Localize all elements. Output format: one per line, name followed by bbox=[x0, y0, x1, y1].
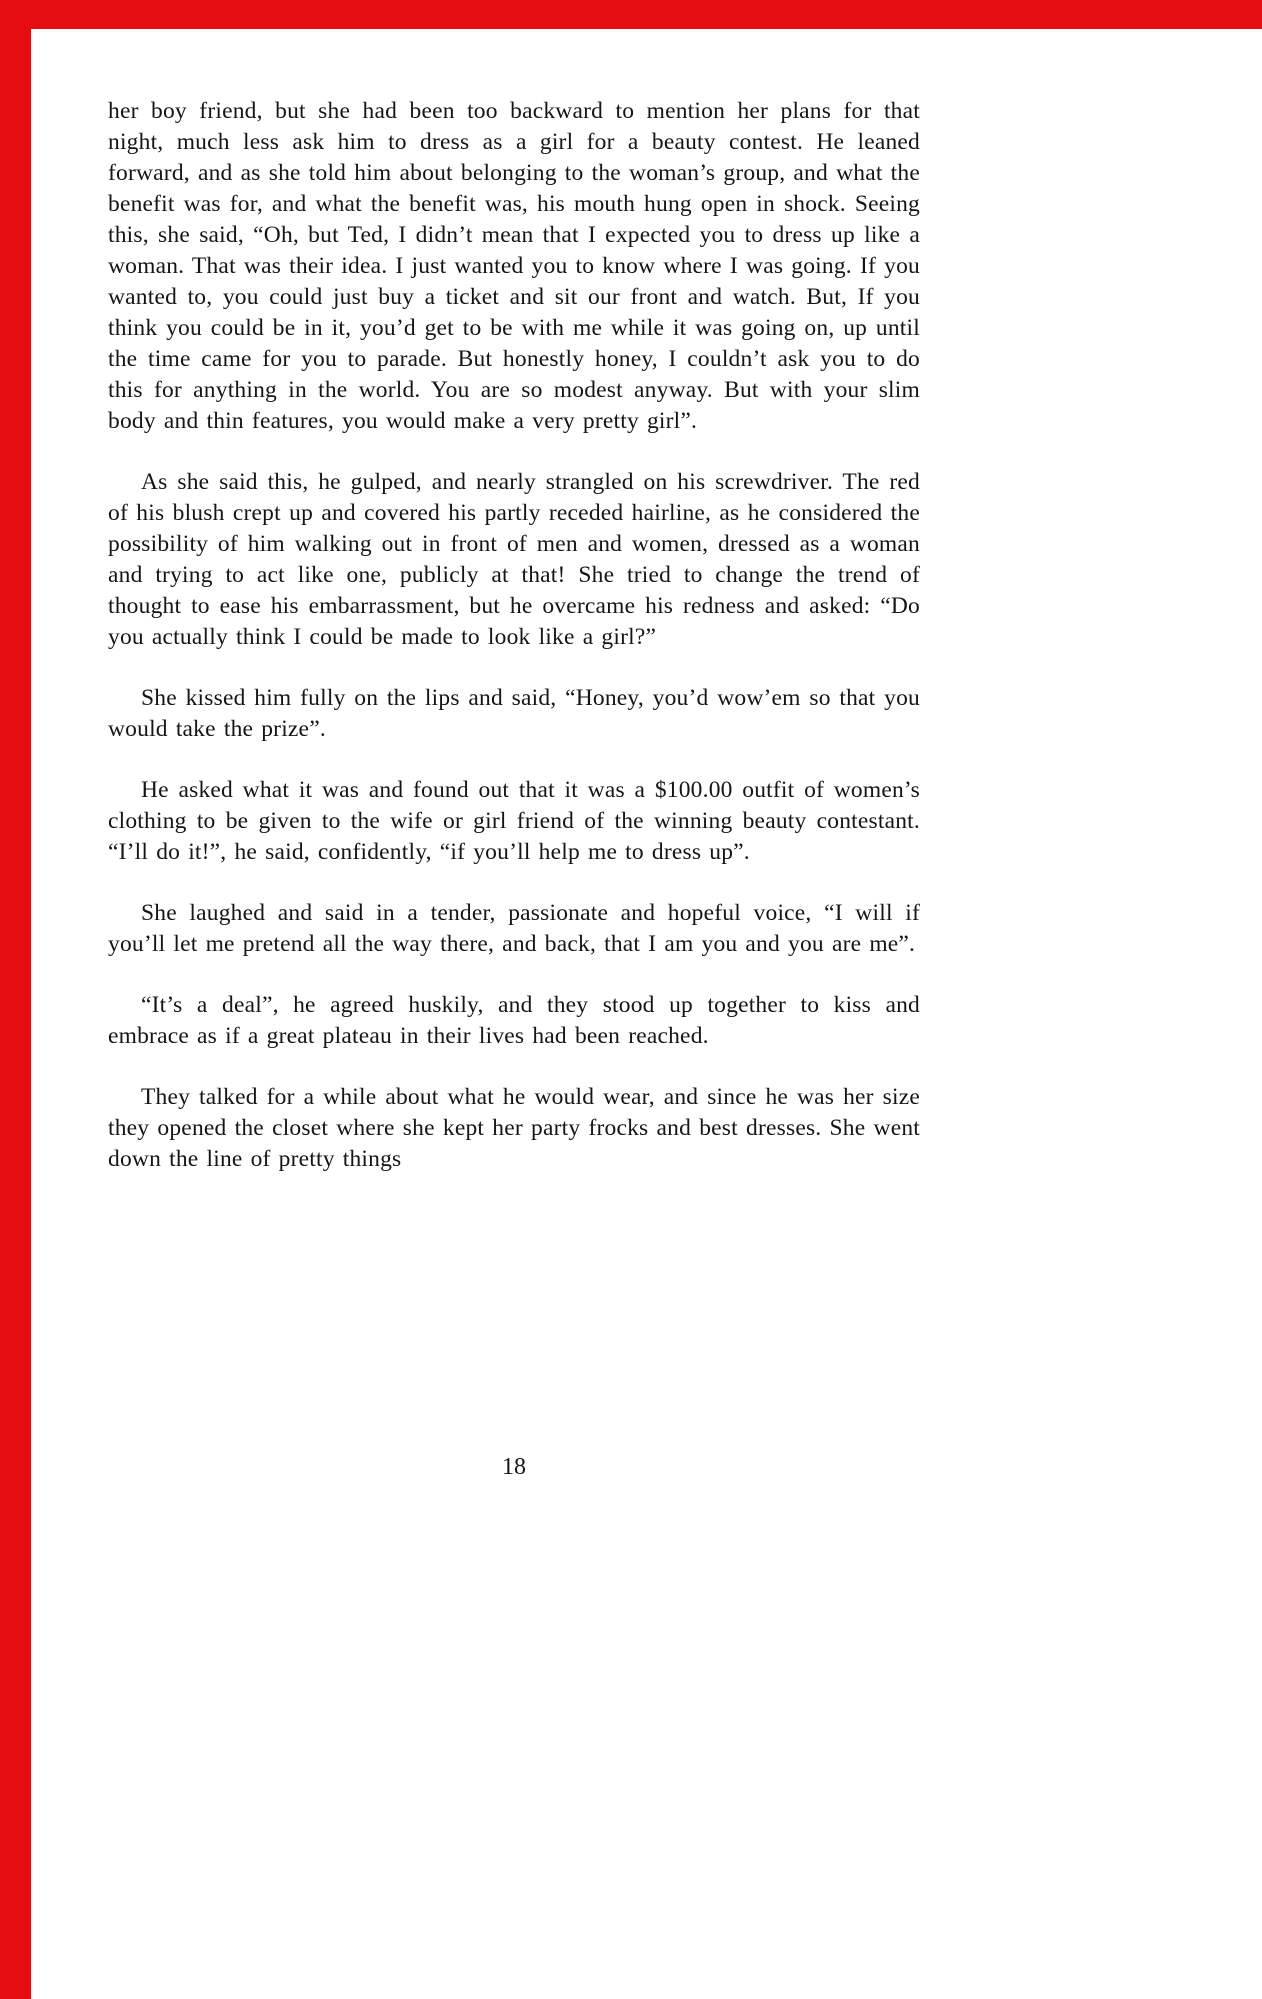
paragraph: “It’s a deal”, he agreed huskily, and they stood up together to kiss and embrace as if a great plateau in their lives had been reached. bbox=[108, 992, 920, 1049]
paragraph: She kissed him fully on the lips and said, “Honey, you’d wow’em so that you would take the prize”. bbox=[108, 685, 920, 742]
text-block bbox=[108, 96, 920, 1205]
paragraph: They talked for a while about what he would wear, and since he was her size they opened the closet where she kept her party frocks and best dresses. She went down the line of pretty things bbox=[108, 1084, 920, 1172]
paragraph: her boy friend, but she had been too backward to mention her plans for that night, much less ask him to dress as a girl for a beauty contest. He leaned forward, and as she told him about belonging to the woman’s group, and what the benefit was for, and what the benefit was, his mouth hung open in shock. Seeing this, she said, “Oh, but Ted, I didn’t mean that I expected you to dress up like a woman. That was their idea. I just wanted you to know where I was going. If you wanted to, you could just buy a ticket and sit our front and watch. But, If you think you could be in it, you’d get to be with me while it was going on, up until the time came for you to parade. But honestly honey, I couldn’t ask you to do this for anything in the world. You are so modest anyway. But with your slim body and thin features, you would make a very pretty girl”. bbox=[108, 98, 920, 434]
red-top-edge bbox=[0, 0, 1262, 29]
paragraph: As she said this, he gulped, and nearly strangled on his screwdriver. The red of his blush crept up and covered his partly receded hairline, as he considered the possibility of him walking out in front of men and women, dressed as a woman and trying to act like one, publicly at that! She tried to change the trend of thought to ease his embarrassment, but he overcame his redness and asked: “Do you actually think I could be made to look like a girl?” bbox=[108, 469, 920, 650]
paragraph: He asked what it was and found out that it was a $100.00 outfit of women’s clothing to be given to the wife or girl friend of the winning beauty contestant. “I’ll do it!”, he said, confidently, “if you’ll help me to dress up”. bbox=[108, 777, 920, 865]
paragraph: She laughed and said in a tender, passionate and hopeful voice, “I will if you’ll let me pretend all the way there, and back, that I am you and you are me”. bbox=[108, 900, 920, 957]
page-number: 18 bbox=[502, 1454, 526, 1480]
red-left-edge bbox=[0, 0, 31, 1999]
